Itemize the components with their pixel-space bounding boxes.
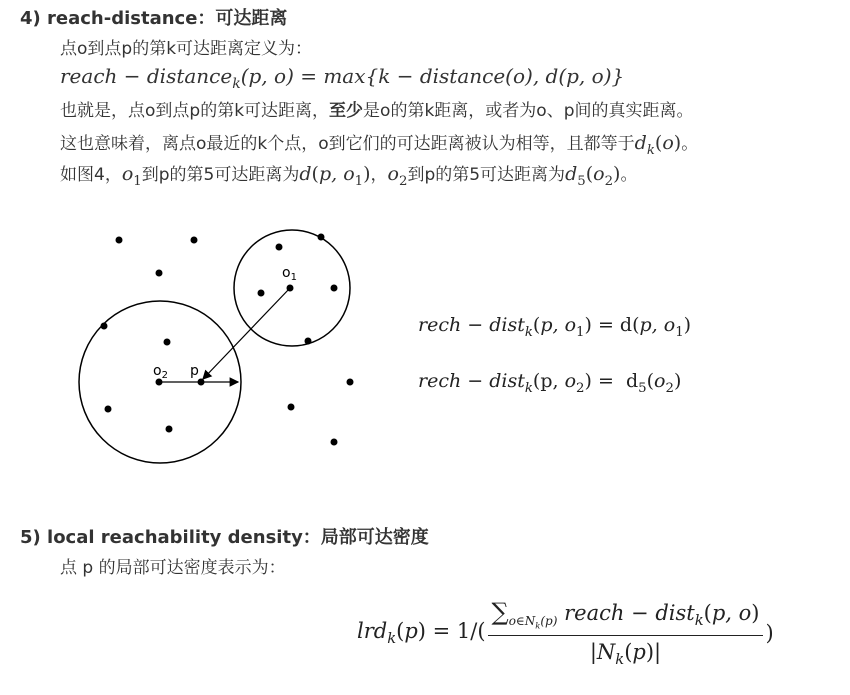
line3-math-d5: $d_5(o_2)$ (565, 163, 621, 189)
section4-line1 (60, 99, 693, 123)
point (331, 439, 338, 446)
point (305, 338, 312, 345)
lrd-close-paren: ) (765, 620, 774, 645)
line3-text-d: 到p的第5可达距离为 (407, 165, 566, 185)
line1-text-a: 也就是，点o到点p的第k可达距离， (60, 101, 330, 121)
point (116, 237, 123, 244)
data-points (101, 234, 354, 446)
line2-math: $d_k(o)$ (634, 132, 682, 158)
reach-distance-formula (60, 64, 624, 96)
lrd-denominator: $|N_k(p)|$ (589, 639, 662, 668)
line3-text-a: 如图4， (60, 165, 122, 185)
figure-equation-1: rech − dist$_k$(p, $o_1) = d(p$, $o_1$) (418, 314, 692, 340)
label-o1: $o_1$ (282, 265, 297, 283)
point (191, 237, 198, 244)
label-p: p (190, 363, 199, 379)
lrd-numerator: $\sum_{o\in N_k(p)}$ reach − dist$_k$(p, o) (488, 598, 764, 636)
point (156, 270, 163, 277)
lrd-lhs: lrd$_k$(p) = 1/( (357, 618, 486, 647)
point-o1 (287, 285, 294, 292)
point-p (198, 379, 205, 386)
label-o2: $o_2$ (153, 363, 168, 381)
line3-math-d: d(p, $o_1$) (299, 163, 371, 189)
lrd-formula (357, 598, 774, 668)
line3-math-o2: $o_2$ (387, 163, 408, 189)
line-o1-to-p (203, 288, 290, 379)
section4-intro: 点o到点p的第k可达距离定义为： (60, 39, 313, 59)
section4-line3 (60, 162, 637, 194)
section5-heading: 5) local reachability density：局部可达密度 (20, 527, 429, 548)
line2-text-a: 这也意味着，离点o最近的k个点，o到它们的可达距离被认为相等，且都等于 (60, 134, 635, 154)
point (347, 379, 354, 386)
line3-text-c: ， (370, 165, 388, 185)
point (164, 339, 171, 346)
point (101, 323, 108, 330)
line3-math-o1: $o_1$ (121, 163, 142, 189)
formula-render: reach − distance$_k$(p, o) = max{k − distance(o), d(p, o)} (60, 64, 625, 92)
line3-text-b: 到p的第5可达距离为 (141, 165, 300, 185)
point (331, 285, 338, 292)
figure-equation-2: rech − dist$_k$(p, $o_2) = d_5(o_2)$ (418, 370, 682, 396)
line3-text-e: 。 (620, 165, 638, 185)
section4-heading: 4) reach-distance：可达距离 (20, 8, 288, 29)
section4-line2 (60, 131, 698, 163)
point (276, 244, 283, 251)
figure-4-diagram (60, 215, 380, 475)
point (258, 290, 265, 297)
point (105, 406, 112, 413)
line1-text-b: 是o的第k距离，或者为o、p间的真实距离。 (363, 101, 694, 121)
line2-text-b: 。 (681, 134, 699, 154)
point (318, 234, 325, 241)
lrd-fraction (488, 598, 764, 668)
point (288, 404, 295, 411)
point (166, 426, 173, 433)
section5-intro: 点 p 的局部可达密度表示为： (60, 558, 286, 578)
line1-bold-text: 至少 (329, 101, 364, 121)
